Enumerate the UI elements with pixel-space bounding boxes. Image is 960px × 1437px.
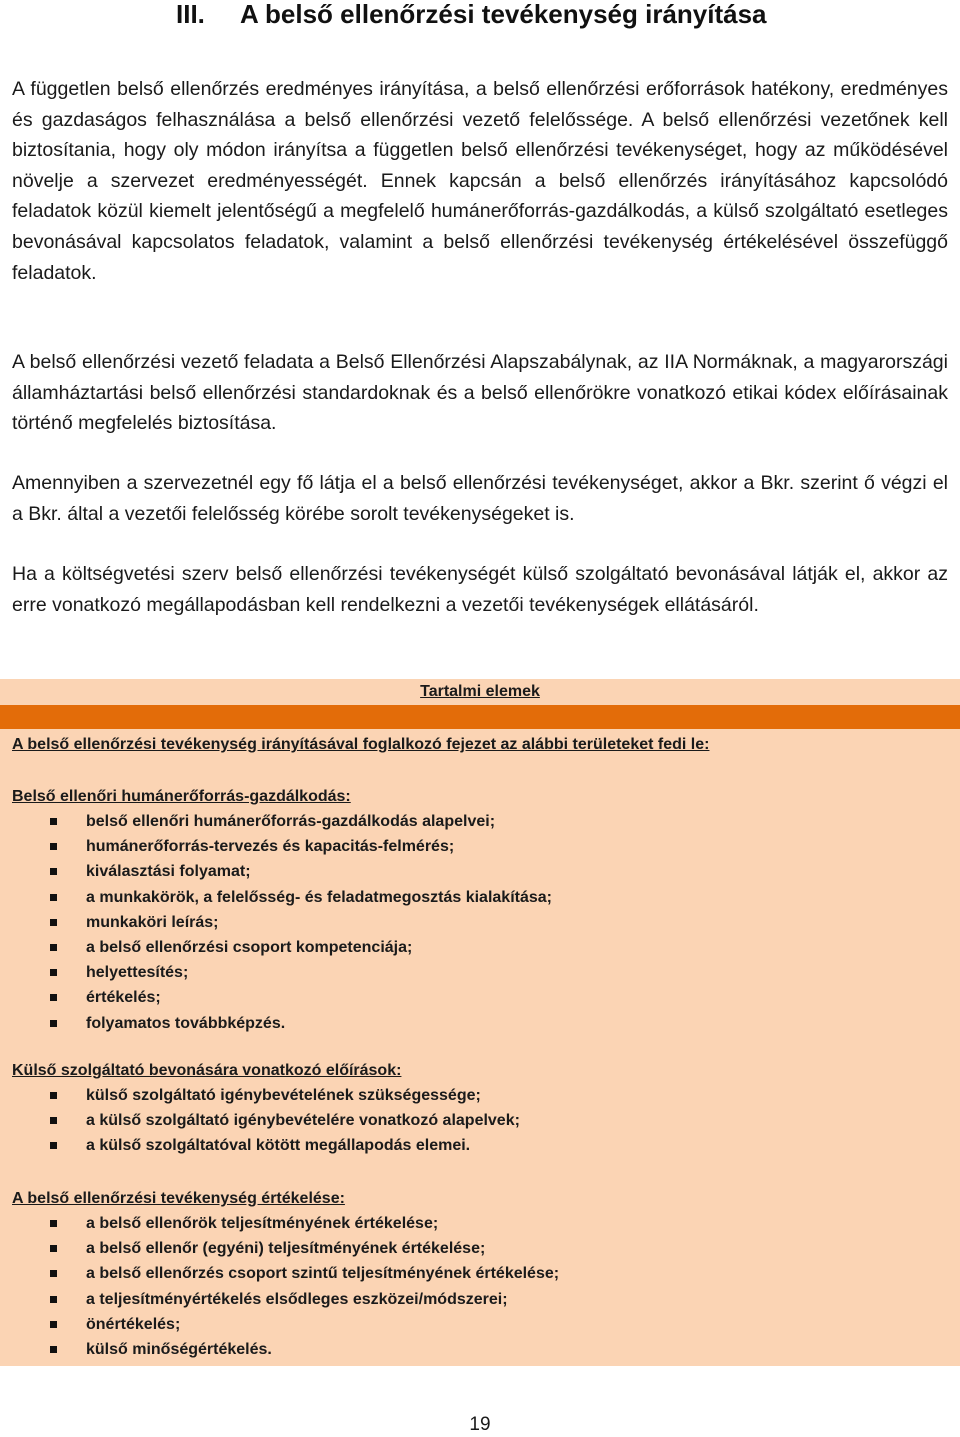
chapter-title xyxy=(176,0,767,34)
section-heading: Külső szolgáltató bevonására vonatkozó előírások: xyxy=(12,1062,402,1079)
list-item xyxy=(12,985,948,1010)
list-item xyxy=(12,834,948,859)
list-item-text: a belső ellenőr (egyéni) teljesítményének értékelése; xyxy=(86,1240,486,1258)
square-bullet-icon xyxy=(50,1220,57,1227)
list-item-text: munkaköri leírás; xyxy=(86,913,219,931)
square-bullet-icon xyxy=(50,969,57,976)
list-item xyxy=(12,1011,948,1036)
paragraph-1: A független belső ellenőrzés eredményes irányítása, a belső ellenőrzési erőforrások hatékony, eredményes és gazdaságos felhasználása a belső ellenőrzési vezető felelőssége. A belső ellenőrzési vezetőnek kell biztosítania, hogy oly módon irányítsa a független belső ellenőrzési tevékenységet, hogy az működésével növelje a szervezet eredményességét. Ennek kapcsán a belső ellenőrzés irányításához kapcsolódó feladatok közül kiemelt jelentőségű a megfelelő humánerőforrás-gazdálkodás, a külső szolgáltató esetleges bevonásával kapcsolatos feladatok, valamint a belső ellenőrzési tevékenység értékelésével összefüggő feladatok. xyxy=(12,78,948,284)
list-item xyxy=(12,1108,948,1133)
list-item xyxy=(12,960,948,985)
list-item xyxy=(12,935,948,960)
content-box-title: Tartalmi elemek xyxy=(420,683,540,700)
section-evaluation xyxy=(12,1186,948,1362)
list-item-text: a belső ellenőrök teljesítményének értékelése; xyxy=(86,1215,439,1232)
square-bullet-icon xyxy=(50,1020,57,1027)
square-bullet-icon xyxy=(50,1142,57,1149)
list-item xyxy=(12,1287,948,1312)
square-bullet-icon xyxy=(50,994,57,1001)
list-item-text: a belső ellenőrzés csoport szintű teljesítményének értékelése; xyxy=(86,1265,560,1283)
square-bullet-icon xyxy=(50,944,57,951)
list-item xyxy=(12,885,948,910)
list-item-text: a külső szolgáltatóval kötött megállapodás elemei. xyxy=(86,1137,471,1155)
list-item-text: humánerőforrás-tervezés és kapacitás-felmérés; xyxy=(86,838,455,856)
paragraph-4: Ha a költségvetési szerv belső ellenőrzési tevékenységét külső szolgáltató bevonásával látják el, akkor az erre vonatkozó megállapodásban kell rendelkezni a vezetői tevékenységek ellátásáról. xyxy=(12,563,948,616)
square-bullet-icon xyxy=(50,1117,57,1124)
list-item xyxy=(12,1083,948,1108)
list-item xyxy=(12,1312,948,1337)
list-item-text: külső szolgáltató igénybevételének szükségessége; xyxy=(86,1087,481,1104)
content-box-divider-bar xyxy=(0,705,960,729)
list-item-text: a munkakörök, a felelősség- és feladatmegosztás kialakítása; xyxy=(86,888,552,906)
bullet-list xyxy=(12,1083,948,1159)
list-item-text: helyettesítés; xyxy=(86,964,189,982)
list-item xyxy=(12,1211,948,1236)
list-item-text: kiválasztási folyamat; xyxy=(86,863,251,881)
list-item xyxy=(12,1337,948,1362)
paragraph-2: A belső ellenőrzési vezető feladata a Belső Ellenőrzési Alapszabálynak, az IIA Normáknak, a magyarországi államháztartási belső ellenőrzési standardoknak és a belső ellenőrökre vonatkozó etikai kódex előírásainak történő megfelelés biztosítása. xyxy=(12,351,948,435)
section-external-provider xyxy=(12,1058,948,1159)
list-item-text: értékelés; xyxy=(86,989,161,1007)
paragraph-3: Amennyiben a szervezetnél egy fő látja el a belső ellenőrzési tevékenységet, akkor a Bkr. szerint ő végzi el a Bkr. által a vezetői felelősség körébe sorolt tevékenységeket is. xyxy=(12,472,948,525)
section-heading: A belső ellenőrzési tevékenység értékelése: xyxy=(12,1190,345,1207)
square-bullet-icon xyxy=(50,919,57,926)
list-item xyxy=(12,809,948,834)
square-bullet-icon xyxy=(50,1346,57,1353)
square-bullet-icon xyxy=(50,1321,57,1328)
square-bullet-icon xyxy=(50,1296,57,1303)
list-item-text: belső ellenőri humánerőforrás-gazdálkodás alapelvei; xyxy=(86,813,496,830)
list-item-text: a külső szolgáltató igénybevételére vonatkozó alapelvek; xyxy=(86,1112,520,1130)
bullet-list xyxy=(12,1211,948,1362)
list-item xyxy=(12,1133,948,1158)
list-item-text: külső minőségértékelés. xyxy=(86,1341,272,1359)
list-item-text: a teljesítményértékelés elsődleges eszközei/módszerei; xyxy=(86,1290,508,1308)
list-item-text: a belső ellenőrzési csoport kompetenciája; xyxy=(86,939,413,957)
bullet-list xyxy=(12,809,948,1036)
list-item xyxy=(12,1236,948,1261)
list-item-text: folyamatos továbbképzés. xyxy=(86,1014,286,1032)
square-bullet-icon xyxy=(50,843,57,850)
page-number: 19 xyxy=(469,1414,491,1435)
chapter-title-text: A belső ellenőrzési tevékenység irányítása xyxy=(240,0,767,29)
square-bullet-icon xyxy=(50,894,57,901)
list-item xyxy=(12,1261,948,1286)
square-bullet-icon xyxy=(50,1270,57,1277)
chapter-number: III. xyxy=(176,0,205,29)
section-hr-management xyxy=(12,784,948,1036)
section-heading: Belső ellenőri humánerőforrás-gazdálkodás: xyxy=(12,788,351,805)
square-bullet-icon xyxy=(50,868,57,875)
square-bullet-icon xyxy=(50,818,57,825)
square-bullet-icon xyxy=(50,1245,57,1252)
list-item xyxy=(12,859,948,884)
square-bullet-icon xyxy=(50,1092,57,1099)
list-item-text: önértékelés; xyxy=(86,1315,181,1333)
content-box-intro: A belső ellenőrzési tevékenység irányításával foglalkozó fejezet az alábbi területeket fedi le: xyxy=(12,736,710,753)
list-item xyxy=(12,910,948,935)
